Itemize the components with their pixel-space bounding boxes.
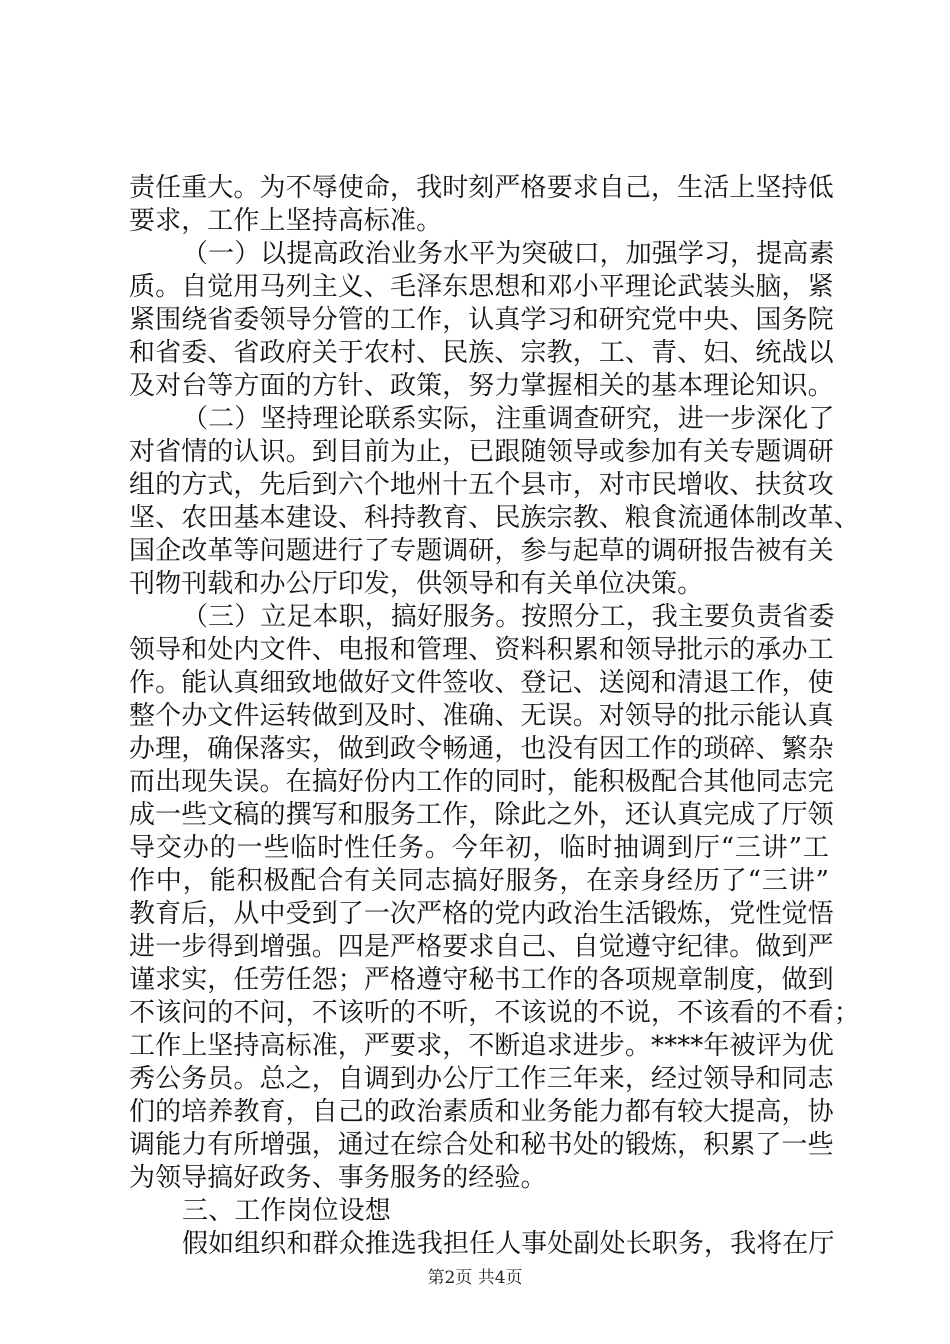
- body-text-line: 作中，能积极配合有关同志搞好服务，在亲身经历了“三讲”: [129, 866, 829, 896]
- body-text-line: 国企改革等问题进行了专题调研，参与起草的调研报告被有关: [129, 536, 834, 566]
- page-number-footer: 第2页 共4页: [427, 1268, 523, 1288]
- body-text-line: 秀公务员。总之，自调到办公厅工作三年来，经过领导和同志: [129, 1064, 834, 1094]
- body-text-line: 领导和处内文件、电报和管理、资料积累和领导批示的承办工: [129, 635, 834, 665]
- body-text-line: 为领导搞好政务、事务服务的经验。: [129, 1163, 547, 1193]
- body-text-line: 不该问的不问，不该听的不听，不该说的不说，不该看的不看；: [129, 998, 860, 1028]
- paragraph-start-line: （二）坚持理论联系实际，注重调查研究，进一步深化了: [182, 404, 835, 434]
- body-text-line: 坚、农田基本建设、科持教育、民族宗教、粮食流通体制改革、: [129, 503, 860, 533]
- body-text-line: 及对台等方面的方针、政策，努力掌握相关的基本理论知识。: [129, 371, 834, 401]
- body-text-line: 办理，确保落实，做到政令畅通，也没有因工作的琐碎、繁杂: [129, 734, 834, 764]
- section-heading: 三、工作岗位设想: [182, 1196, 391, 1226]
- body-text-line: 作。能认真细致地做好文件签收、登记、送阅和清退工作，使: [129, 668, 834, 698]
- body-text-line: 进一步得到增强。四是严格要求自己、自觉遵守纪律。做到严: [129, 932, 834, 962]
- body-text-line: 而出现失误。在搞好份内工作的同时，能积极配合其他同志完: [129, 767, 834, 797]
- paragraph-start-line: （一）以提高政治业务水平为突破口，加强学习，提高素: [182, 239, 835, 269]
- paragraph-start-line: （三）立足本职，搞好服务。按照分工，我主要负责省委: [182, 602, 835, 632]
- paragraph-start-line: 假如组织和群众推选我担任人事处副处长职务，我将在厅: [182, 1229, 835, 1259]
- body-text-line: 要求，工作上坚持高标准。: [129, 206, 443, 236]
- body-text-line: 刊物刊载和办公厅印发，供领导和有关单位决策。: [129, 569, 704, 599]
- body-text-line: 工作上坚持高标准，严要求，不断追求进步。****年被评为优: [129, 1031, 834, 1061]
- body-text-line: 紧围绕省委领导分管的工作，认真学习和研究党中央、国务院: [129, 305, 834, 335]
- body-text-line: 组的方式，先后到六个地州十五个县市，对市民增收、扶贫攻: [129, 470, 834, 500]
- body-text-line: 和省委、省政府关于农村、民族、宗教，工、青、妇、统战以: [129, 338, 834, 368]
- body-text-line: 整个办文件运转做到及时、准确、无误。对领导的批示能认真: [129, 701, 834, 731]
- body-text-line: 质。自觉用马列主义、毛泽东思想和邓小平理论武装头脑，紧: [129, 272, 834, 302]
- body-text-line: 们的培养教育，自己的政治素质和业务能力都有较大提高，协: [129, 1097, 834, 1127]
- body-text-line: 责任重大。为不辱使命，我时刻严格要求自己，生活上坚持低: [129, 173, 834, 203]
- body-text-line: 导交办的一些临时性任务。今年初，临时抽调到厅“三讲”工: [129, 833, 829, 863]
- body-text-line: 谨求实，任劳任怨；严格遵守秘书工作的各项规章制度，做到: [129, 965, 834, 995]
- body-text-line: 成一些文稿的撰写和服务工作，除此之外，还认真完成了厅领: [129, 800, 834, 830]
- body-text-line: 对省情的认识。到目前为止，已跟随领导或参加有关专题调研: [129, 437, 834, 467]
- body-text-line: 调能力有所增强，通过在综合处和秘书处的锻炼，积累了一些: [129, 1130, 834, 1160]
- body-text-line: 教育后，从中受到了一次严格的党内政治生活锻炼，党性觉悟: [129, 899, 834, 929]
